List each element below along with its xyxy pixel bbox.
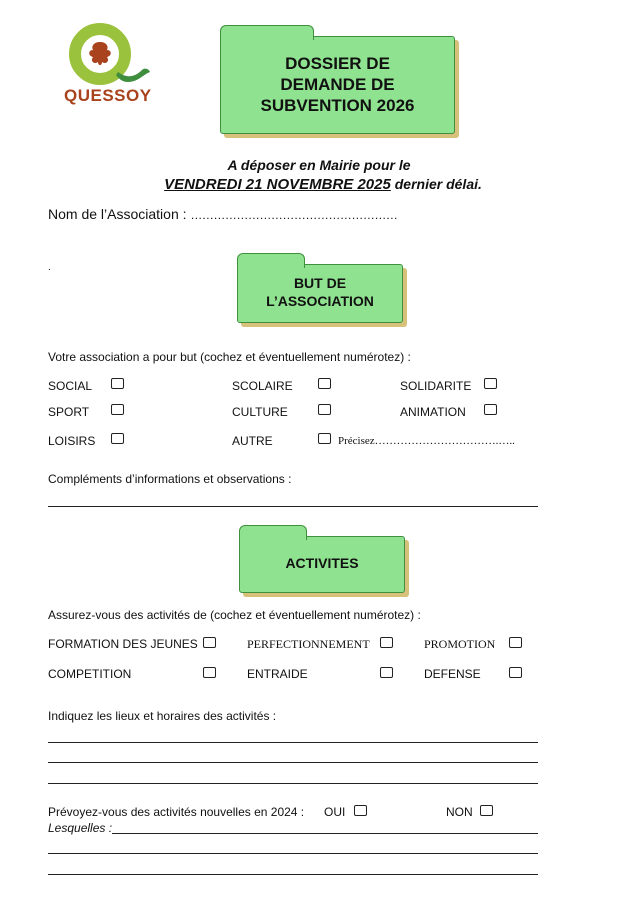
deadline-line-2 (0, 175, 628, 194)
association-name-row (48, 206, 397, 222)
complements-line[interactable] (48, 506, 538, 507)
lieux-line-3[interactable] (48, 783, 538, 784)
option-perfectionnement-checkbox[interactable] (380, 637, 393, 648)
section-activites-title: ACTIVITES (285, 555, 359, 571)
header-banner (220, 36, 455, 134)
option-sport-label: SPORT (48, 405, 90, 419)
deadline-line-1: A déposer en Mairie pour le (227, 157, 411, 173)
option-culture-checkbox[interactable] (318, 404, 331, 415)
association-name-field[interactable]: ……………………………………………… (190, 208, 398, 222)
deadline-date: VENDREDI 21 NOVEMBRE 2025 (164, 176, 391, 193)
stray-dot: . (48, 262, 51, 273)
precisez-label: Précisez (338, 435, 375, 447)
quessoy-logo (58, 20, 158, 108)
option-perfectionnement-label: PERFECTIONNEMENT (247, 637, 370, 651)
header-title-line-2: DEMANDE DE (280, 75, 395, 94)
non-label: NON (446, 805, 473, 819)
logo-text: QUESSOY (64, 86, 152, 105)
option-culture-label: CULTURE (232, 405, 288, 419)
header-title-line-1: DOSSIER DE (285, 54, 390, 73)
option-formation-checkbox[interactable] (203, 637, 216, 648)
association-name-label: Nom de l’Association : (48, 206, 191, 222)
option-solidarite-label: SOLIDARITE (400, 379, 472, 393)
section-but-title-2: L’ASSOCIATION (266, 293, 374, 309)
option-defense-checkbox[interactable] (509, 667, 522, 678)
option-social-checkbox[interactable] (111, 378, 124, 389)
section-but-banner (237, 264, 403, 323)
option-formation-label: FORMATION DES JEUNES (48, 637, 198, 651)
option-entraide-label: ENTRAIDE (247, 667, 308, 681)
non-checkbox[interactable] (480, 805, 493, 816)
lieux-label: Indiquez les lieux et horaires des activités : (48, 709, 277, 723)
oui-checkbox[interactable] (354, 805, 367, 816)
header-title-line-3: SUBVENTION 2026 (260, 96, 415, 115)
oui-label: OUI (324, 805, 346, 819)
option-loisirs-label: LOISIRS (48, 434, 96, 448)
precisez-field[interactable]: …………………………….….. (374, 435, 515, 447)
section-activites-banner (239, 536, 405, 593)
option-competition-label: COMPETITION (48, 667, 132, 681)
option-entraide-checkbox[interactable] (380, 667, 393, 678)
lesquelles-line-1[interactable] (112, 833, 538, 834)
option-autre-label: AUTRE (232, 434, 273, 448)
lesquelles-line-2[interactable] (48, 853, 538, 854)
lieux-line-1[interactable] (48, 742, 538, 743)
option-social-label: SOCIAL (48, 379, 93, 393)
precisez-row (338, 435, 515, 447)
option-animation-label: ANIMATION (400, 405, 466, 419)
deadline-suffix: dernier délai. (390, 176, 482, 192)
option-animation-checkbox[interactable] (484, 404, 497, 415)
lesquelles-line-3[interactable] (48, 874, 538, 875)
oak-leaf-logo-icon (58, 20, 158, 90)
lieux-line-2[interactable] (48, 762, 538, 763)
option-competition-checkbox[interactable] (203, 667, 216, 678)
option-scolaire-checkbox[interactable] (318, 378, 331, 389)
but-prompt: Votre association a pour but (cochez et éventuellement numérotez) : (48, 350, 411, 364)
option-autre-checkbox[interactable] (318, 433, 331, 444)
nouvelles-label: Prévoyez-vous des activités nouvelles en 2024 : (48, 805, 305, 819)
section-but-title-1: BUT DE (293, 275, 347, 291)
option-promotion-label: PROMOTION (424, 637, 496, 651)
option-solidarite-checkbox[interactable] (484, 378, 497, 389)
option-scolaire-label: SCOLAIRE (232, 379, 293, 393)
option-defense-label: DEFENSE (424, 667, 481, 681)
lesquelles-label: Lesquelles : (48, 821, 113, 835)
complements-label: Compléments d’informations et observations : (48, 472, 292, 486)
activites-prompt: Assurez-vous des activités de (cochez et éventuellement numérotez) : (48, 608, 421, 622)
option-sport-checkbox[interactable] (111, 404, 124, 415)
option-promotion-checkbox[interactable] (509, 637, 522, 648)
option-loisirs-checkbox[interactable] (111, 433, 124, 444)
